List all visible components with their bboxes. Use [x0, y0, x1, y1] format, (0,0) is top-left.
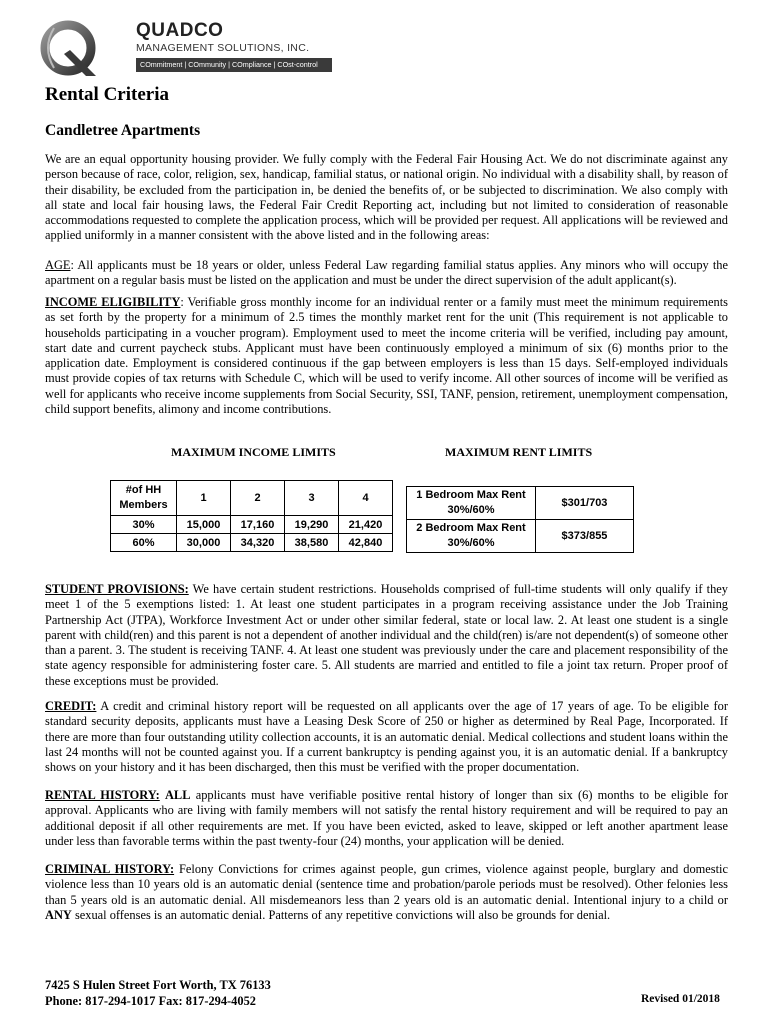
student-section: [45, 582, 728, 689]
table-cell: 19,290: [285, 516, 339, 534]
footer-phone: Phone: 817-294-1017 Fax: 817-294-4052: [45, 994, 256, 1008]
table-cell: 42,840: [339, 534, 393, 552]
table-cell: #of HH Members: [111, 481, 177, 516]
credit-heading: CREDIT:: [45, 699, 97, 713]
credit-section: [45, 699, 728, 775]
rental-history-text: applicants must have verifiable positive rental history of longer than six (6) months to be eligible for approval. Applicants who are living with family members will not satisfy the rental history requirement and will be required to pay an additional deposit if all other requirements are met. If you have been evicted, asked to leave, skipped or left another apartment lease under less than favorable terms within the past twenty-four (24) months, your application will be denied.: [45, 788, 729, 848]
table-row: [111, 516, 393, 534]
table-header-cell: 3: [285, 481, 339, 516]
intro-paragraph: We are an equal opportunity housing provider. We fully comply with the Federal Fair Housing Act. We do not discriminate against any person because of race, color, religion, sex, handicap, familial status, or national origin. No individual with a disability shall, by reason of their disability, be excluded from the participation in, be denied the benefits of, or be subjected to discrimination. We also comply with all state and local fair housing laws, the Federal Fair Credit Reporting act, including but not limited to consideration of reasonable accommodations requested to complete the application process, which will be provided per request. All applications will be reviewed and applied uniformly in a manner consistent with the above listed and in the following areas:: [45, 152, 728, 243]
table-cell: 17,160: [231, 516, 285, 534]
student-text: We have certain student restrictions. Households comprised of full-time students will only qualify if they meet 1 of the 5 exemptions listed: 1. At least one student participates in a program receiving assistance under the Job Training Partnership Act (JTPA), Workforce Investment Act or under other similar federal, state or local law. 2. At least one student is a single parent with child(ren) and this parent is not a dependent of another individual and the child(ren) is/are not dependent(s) of someone other than a parent. 3. The student is receiving TANF. 4. At least one student was previously under the care and placement responsibility of the state agency responsible for administering foster care. 5. All students are married and entitled to file a joint tax return. Proper proof of these exceptions must be provided.: [45, 582, 728, 688]
table-row: [111, 481, 393, 516]
footer-address: 7425 S Hulen Street Fort Worth, TX 76133: [45, 978, 271, 992]
table-header-cell: 1: [177, 481, 231, 516]
table-cell: 30,000: [177, 534, 231, 552]
table-cell: $301/703: [536, 487, 634, 520]
table-cell: 38,580: [285, 534, 339, 552]
logo-name: QUADCO: [136, 20, 224, 41]
income-section: [45, 295, 728, 417]
rental-history-heading: RENTAL HISTORY:: [45, 788, 160, 802]
table-row: [407, 487, 634, 520]
table-cell: 1 Bedroom Max Rent 30%/60%: [407, 487, 536, 520]
table-header-cell: 2: [231, 481, 285, 516]
table-row: [407, 520, 634, 553]
age-text: : All applicants must be 18 years or older, unless Federal Law regarding familial status applies. Any minors who will occupy the apartment on a regular basis must be listed on the application and must be under the direct supervision of the adult applicant(s).: [45, 258, 728, 288]
rental-history-section: [45, 788, 728, 849]
company-logo: [40, 16, 318, 78]
table-cell: 2 Bedroom Max Rent 30%/60%: [407, 520, 536, 553]
criminal-section: [45, 862, 728, 923]
age-section: [45, 258, 728, 289]
income-heading: INCOME ELIGIBILITY: [45, 295, 181, 309]
logo-tagline: COmmitment | COmmunity | COmpliance | COst-control: [136, 58, 332, 72]
quadco-q-icon: [40, 18, 98, 78]
rental-history-emphasis: ALL: [164, 788, 191, 802]
criminal-heading: CRIMINAL HISTORY:: [45, 862, 175, 876]
table-cell: 30%: [111, 516, 177, 534]
criminal-emphasis: ANY: [45, 907, 72, 922]
footer-contact: [45, 977, 271, 1009]
table-cell: 21,420: [339, 516, 393, 534]
income-limits-heading: MAXIMUM INCOME LIMITS: [171, 445, 336, 459]
criminal-text-a: Felony Convictions for crimes against people, gun crimes, violence against people, burglary and domestic violence less than 10 years old is an automatic denial (sentence time and probation/parole periods must be resolved). Other felonies less than 5 years old is an automatic denial. All misdemeanors less than 2 years old is an automatic denial. Intentional injury to a child or: [45, 862, 728, 907]
criminal-text-b: sexual offenses is an automatic denial. Patterns of any repetitive convictions will also be grounds for denial.: [71, 907, 611, 922]
rent-limits-table: [406, 486, 634, 553]
table-cell: 34,320: [231, 534, 285, 552]
student-heading: STUDENT PROVISIONS:: [45, 582, 189, 596]
table-cell: $373/855: [536, 520, 634, 553]
income-limits-table: [110, 480, 393, 552]
income-text: : Verifiable gross monthly income for an individual renter or a family must meet the minimum requirements as set forth by the property for a minimum of 2.5 times the monthly market rent for the unit (This requirement is not applicable to households participating in a voucher program). Employment used to meet the income criteria will be verified, including pay amount, start date and current paycheck stubs. Applicant must have been continuously employed a minimum of six (6) months prior to the application date. Employment is considered continuous if the gap between employers is less than 15 days. Self-employed individuals must provide copies of tax returns with Schedule C, which will be used to verify income. All other sources of income will be verified as well for applicants who receive income supplements from Social Security, SSI, TANF, pension, retirement, unemployment compensation, child support benefits, alimony and income contributions.: [45, 295, 728, 417]
table-cell: 60%: [111, 534, 177, 552]
rent-limits-heading: MAXIMUM RENT LIMITS: [445, 445, 593, 459]
page-title: Rental Criteria: [45, 84, 169, 105]
table-cell: 15,000: [177, 516, 231, 534]
table-row: [111, 534, 393, 552]
credit-text: A credit and criminal history report will be requested on all applicants over the age of 17 years of age. To be eligible for standard security deposits, applicants must have a Leasing Desk Score of 250 or higher as determined by Real Page, Incorporated. If there are more than four outstanding utility collection accounts, it is an automatic denial. Medical collections and student loans within the last 24 months will not be counted against you. If a current bankruptcy is pending against you, it is an automatic denial. If a bankruptcy shows on your history and it has been discharged, then this must be verified with the proper documentation.: [45, 699, 728, 775]
logo-subname: MANAGEMENT SOLUTIONS, INC.: [136, 42, 310, 54]
table-header-cell: 4: [339, 481, 393, 516]
revision-date: Revised 01/2018: [641, 993, 720, 1005]
property-name: Candletree Apartments: [45, 122, 201, 139]
age-heading: AGE: [45, 258, 71, 272]
